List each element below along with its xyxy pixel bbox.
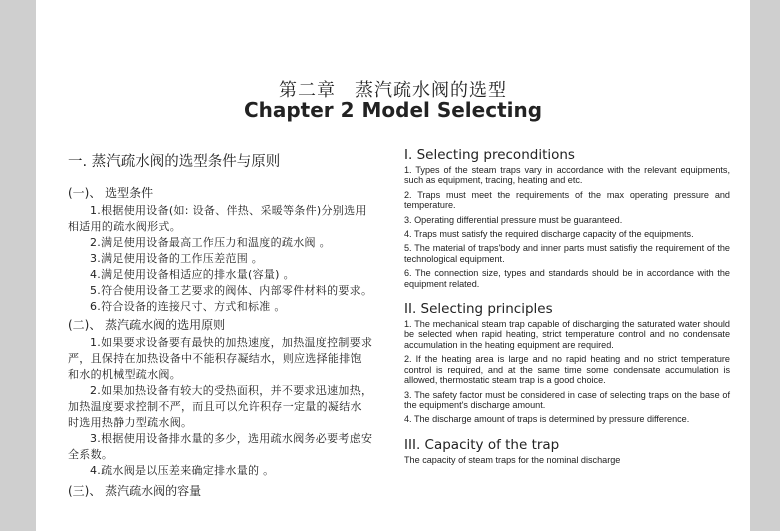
- list-item: 2.如果加热设备有较大的受热面积，并不要求迅速加热，加热温度要求控制不严，而且可以允许积存一定量的凝结水时选用热静力型疏水阀。: [68, 384, 373, 429]
- subsection-2-title-cn: (二)、 蒸汽疏水阀的选用原则: [68, 318, 226, 332]
- list-item: 2. If the heating area is large and no rapid heating and no strict temperature control is required, and at the same time some condensate accumulation is allowed, thermostatic steam trap is a good choice.: [404, 354, 730, 386]
- list-item: 3.满足使用设备的工作压差范围 。: [90, 252, 264, 265]
- subsection-2-title-en: II. Selecting principles: [404, 301, 553, 318]
- chinese-column: [68, 150, 373, 501]
- list-item: 1.根据使用设备(如: 设备、伴热、采暖等条件)分别选用相适用的疏水阀形式。: [68, 204, 367, 233]
- paragraph-cut-off: The capacity of steam traps for the nominal discharge: [404, 454, 621, 465]
- list-item: 5.符合使用设备工艺要求的阀体、内部零件材料的要求。: [90, 284, 373, 297]
- list-item: 2. Traps must meet the requirements of the max operating pressure and temperature.: [404, 189, 730, 211]
- english-column: [404, 147, 730, 465]
- list-item: 3. The safety factor must be considered in case of selecting traps on the base of the equipment's discharge amount.: [404, 389, 730, 410]
- document-page: [36, 0, 750, 531]
- list-item: 4.满足使用设备相适应的排水量(容量) 。: [90, 268, 295, 281]
- list-item: 5. The material of traps'body and inner parts must satisfiy the requirement of the technological equipment.: [404, 243, 730, 264]
- section-heading-cn: 一. 蒸汽疏水阀的选型条件与原则: [68, 154, 281, 170]
- list-item: 4. Traps must satisfy the required discharge capacity of the equipments.: [404, 229, 694, 240]
- list-item: 1. The mechanical steam trap capable of discharging the saturated water should be selected when rapid heating, strict temperature control and no condensate accumulation in the heating equipment are required.: [404, 319, 730, 350]
- list-item: 4. The discharge amount of traps is determined by pressure difference.: [404, 414, 690, 425]
- chapter-title-chinese: 第二章 蒸汽疏水阀的选型: [279, 80, 507, 101]
- chapter-title-english: Chapter 2 Model Selecting: [243, 98, 543, 122]
- subsection-3-title-en: III. Capacity of the trap: [404, 436, 560, 453]
- list-item: 6. The connection size, types and standards should be in accordance with the equipment related.: [404, 268, 730, 289]
- list-item: 1.如果要求设备要有最快的加热速度，加热温度控制要求严，且保持在加热设备中不能积存凝结水，则应选择能排饱和水的机械型疏水阀。: [68, 336, 373, 381]
- list-item: 3. Operating differential pressure must be guaranteed.: [404, 214, 623, 225]
- subsection-1-title-en: I. Selecting preconditions: [404, 147, 575, 163]
- list-item: 2.满足使用设备最高工作压力和温度的疏水阀 。: [90, 236, 331, 249]
- list-item: 6.符合设备的连接尺寸、方式和标准 。: [90, 300, 286, 313]
- subsection-1-title-cn: (一)、 选型条件: [68, 186, 154, 200]
- subsection-3-title-cn: (三)、 蒸汽疏水阀的容量: [68, 484, 202, 498]
- list-item: 4.疏水阀是以压差来确定排水量的 。: [90, 464, 275, 477]
- list-item: 1. Types of the steam traps vary in accordance with the relevant equipments, such as equipment, tracing, heating and etc.: [404, 165, 730, 186]
- list-item: 3.根据使用设备排水量的多少，选用疏水阀务必要考虑安全系数。: [68, 432, 373, 461]
